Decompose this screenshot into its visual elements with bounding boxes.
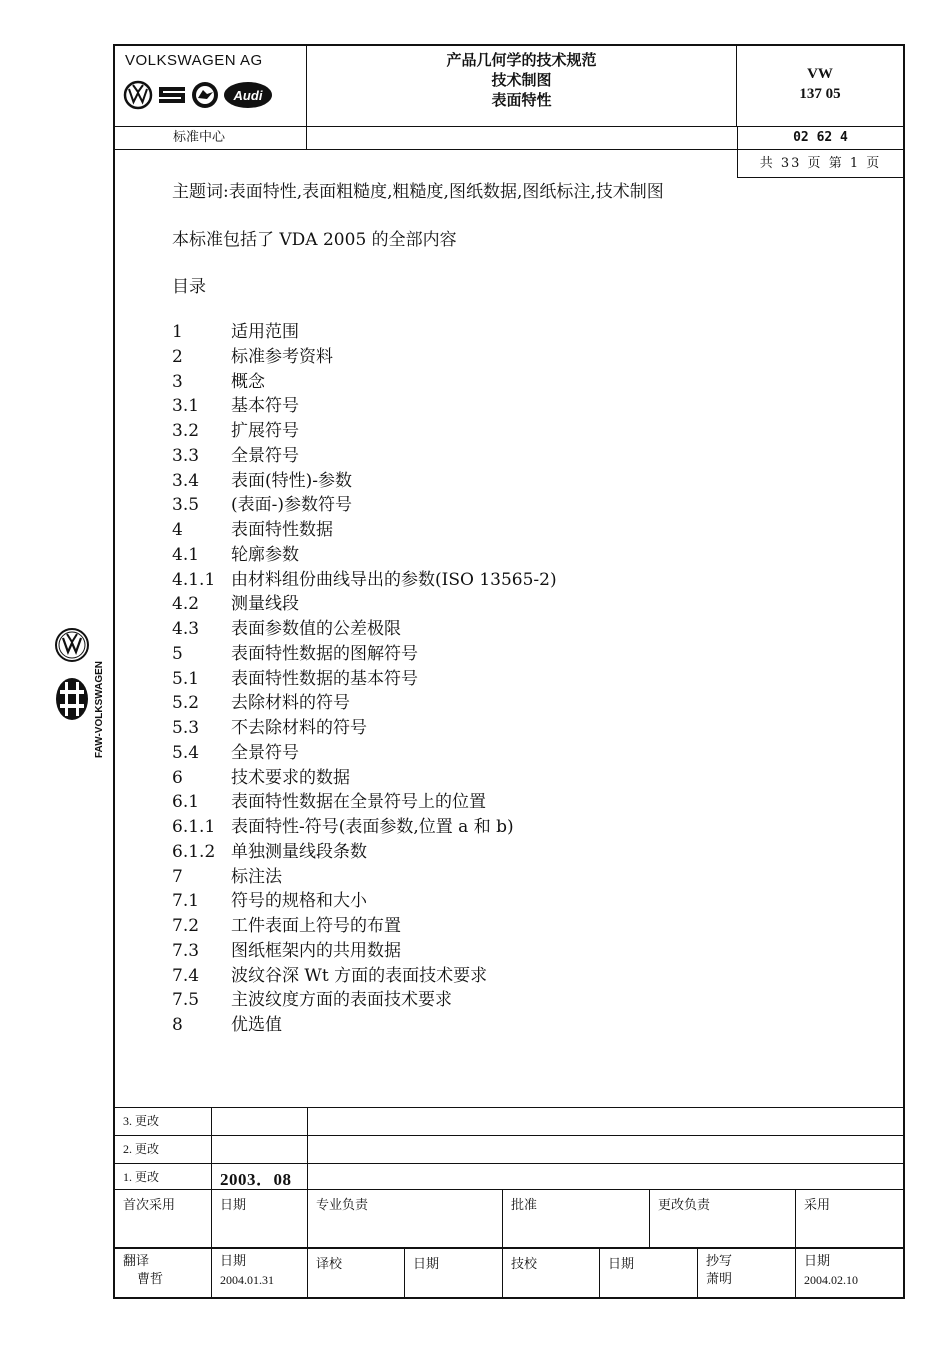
final-date-label: 日期	[804, 1254, 831, 1269]
vw-logo-icon	[55, 628, 89, 662]
toc-title: 目录	[172, 277, 206, 297]
toc-item-number: 2	[172, 346, 183, 367]
proofread-label: 译校	[308, 1249, 405, 1299]
toc-item-text: 标准参考资料	[231, 346, 333, 367]
toc-item-number: 3.3	[172, 445, 200, 466]
toc-item-number: 1	[172, 322, 183, 342]
toc-item-number: 3	[172, 371, 183, 392]
translate-date: 2004.01.31	[220, 1273, 274, 1287]
translate-cell	[115, 1249, 212, 1299]
translation-row	[115, 1247, 903, 1299]
copier-name: 萧明	[706, 1272, 733, 1287]
side-logo-strip	[48, 618, 110, 758]
toc-item-text: 表面特性数据的图解符号	[231, 643, 418, 664]
toc-item-text: 全景符号	[231, 742, 299, 763]
toc-item-text: 基本符号	[231, 396, 299, 417]
change-3-label: 3. 更改	[115, 1108, 212, 1135]
toc-item-number: 6.1	[172, 792, 200, 813]
toc-item-text: 全景符号	[231, 445, 299, 466]
toc-item-text: 表面参数值的公差极限	[231, 619, 401, 639]
standard-center-label: 标准中心	[115, 127, 307, 149]
header-standard-cell	[737, 46, 903, 126]
document-title	[307, 46, 736, 110]
toc-item-text: 图纸框架内的共用数据	[231, 940, 401, 961]
toc-item-number: 7.2	[172, 916, 200, 936]
header	[115, 46, 903, 127]
change-2-label: 2. 更改	[115, 1136, 212, 1163]
scope-statement: 本标准包括了 VDA 2005 的全部内容	[172, 230, 457, 250]
toc-item-number: 7.1	[172, 891, 200, 912]
company-name: VOLKSWAGEN AG	[125, 52, 263, 69]
svg-text:Audi: Audi	[233, 88, 263, 103]
toc-item-text: 主波纹度方面的表面技术要求	[231, 990, 452, 1011]
toc-item-number: 4.2	[172, 594, 200, 615]
toc-item-text: 表面特性数据的基本符号	[231, 668, 418, 689]
toc-item-number: 8	[172, 1015, 183, 1035]
change-responsible-label: 更改负责	[650, 1190, 796, 1247]
revision-row-1	[115, 1163, 903, 1189]
toc-item-number: 6.1.1	[172, 817, 216, 837]
toc-item-number: 5.2	[172, 693, 200, 714]
toc-item-text: 工件表面上符号的布置	[231, 916, 401, 936]
translate-date-cell	[212, 1249, 308, 1299]
toc-item-text: 测量线段	[231, 594, 299, 615]
change-1-date: 2003．08	[212, 1164, 308, 1189]
brand-logos-icon	[123, 80, 293, 110]
responsible-label: 专业负责	[308, 1190, 503, 1247]
approval-row	[115, 1189, 903, 1247]
toc-item-number: 7.3	[172, 940, 200, 961]
side-brand-text: FAW-VOLKSWAGEN	[94, 660, 105, 758]
toc-item-text: 适用范围	[231, 322, 299, 342]
toc-item-number: 5.3	[172, 718, 200, 738]
toc-item-text: 概念	[231, 371, 265, 392]
toc-item-number: 7.4	[172, 965, 200, 986]
header-title-cell	[307, 46, 737, 126]
translator-name: 曹哲	[137, 1272, 164, 1287]
revision-row-2	[115, 1135, 903, 1163]
tech-check-date-label: 日期	[600, 1249, 698, 1299]
toc-item-text: (表面-)参数符号	[231, 495, 353, 516]
toc-item-number: 6	[172, 767, 183, 788]
toc-item-text: 波纹谷深 Wt 方面的表面技术要求	[231, 965, 488, 986]
tech-check-label: 技校	[503, 1249, 600, 1299]
change-2-date	[212, 1136, 308, 1163]
copy-cell	[698, 1249, 796, 1299]
toc-item-text: 表面特性-符号(表面参数,位置 a 和 b)	[231, 817, 514, 837]
classification-code: 02 62 4	[737, 127, 903, 149]
keywords: 主题词:表面特性,表面粗糙度,粗糙度,图纸数据,图纸标注,技术制图	[172, 182, 664, 202]
toc-item-number: 6.1.2	[172, 841, 216, 862]
toc-item-number: 4	[172, 520, 183, 540]
standard-brand: VW	[807, 66, 833, 82]
header-row-2	[115, 127, 903, 150]
standard-number	[737, 46, 903, 104]
toc-item-text: 表面(特性)-参数	[231, 470, 353, 491]
toc-item-text: 单独测量线段条数	[231, 841, 367, 862]
toc-item-number: 3.5	[172, 495, 200, 516]
change-1-label: 1. 更改	[115, 1164, 212, 1189]
toc-item-number: 7	[172, 866, 183, 887]
translate-label: 翻译	[123, 1254, 150, 1269]
toc-item-text: 技术要求的数据	[231, 767, 350, 788]
standard-code: 137 05	[799, 86, 841, 102]
toc-item-number: 4.1.1	[172, 569, 216, 590]
toc-item-text: 由材料组份曲线导出的参数(ISO 13565-2)	[231, 569, 557, 590]
toc-item-text: 标注法	[231, 866, 282, 887]
revision-row-3	[115, 1107, 903, 1135]
title-line-2: 技术制图	[491, 71, 552, 89]
faw-logo-icon	[55, 676, 89, 722]
toc-item-text: 不去除材料的符号	[231, 718, 367, 738]
toc-item-number: 4.3	[172, 619, 200, 639]
first-use-date-label: 日期	[212, 1190, 308, 1247]
document-frame	[113, 44, 905, 1299]
toc-item-number: 5.1	[172, 668, 200, 689]
header-company-cell	[115, 46, 307, 126]
page-count: 共 33 页 第 1 页	[737, 150, 903, 178]
adopt-label: 采用	[804, 1198, 831, 1213]
title-line-3: 表面特性	[491, 91, 552, 109]
final-date: 2004.02.10	[804, 1273, 858, 1287]
toc-item-text: 轮廓参数	[231, 544, 299, 565]
toc-item-text: 扩展符号	[231, 421, 299, 441]
title-line-1: 产品几何学的技术规范	[446, 51, 597, 69]
first-use-label: 首次采用	[115, 1190, 212, 1247]
change-3-date	[212, 1108, 308, 1135]
toc-item-text: 优选值	[231, 1015, 282, 1035]
toc-item-number: 4.1	[172, 544, 200, 565]
toc-item-text: 表面特性数据在全景符号上的位置	[231, 792, 486, 813]
translate-date-label: 日期	[220, 1254, 247, 1269]
toc-item-number: 3.1	[172, 396, 200, 417]
toc-item-text: 去除材料的符号	[231, 693, 350, 714]
toc-item-number: 3.4	[172, 470, 200, 491]
toc-item-number: 5.4	[172, 742, 200, 763]
copy-label: 抄写	[706, 1254, 733, 1269]
final-date-cell	[796, 1249, 903, 1299]
toc-item-number: 3.2	[172, 421, 200, 441]
toc-item-text: 表面特性数据	[231, 520, 333, 540]
toc-item-number: 5	[172, 643, 183, 664]
toc-item-number: 7.5	[172, 990, 200, 1011]
approve-label: 批准	[503, 1190, 650, 1247]
toc-item-text: 符号的规格和大小	[231, 891, 367, 912]
proofread-date-label: 日期	[405, 1249, 503, 1299]
